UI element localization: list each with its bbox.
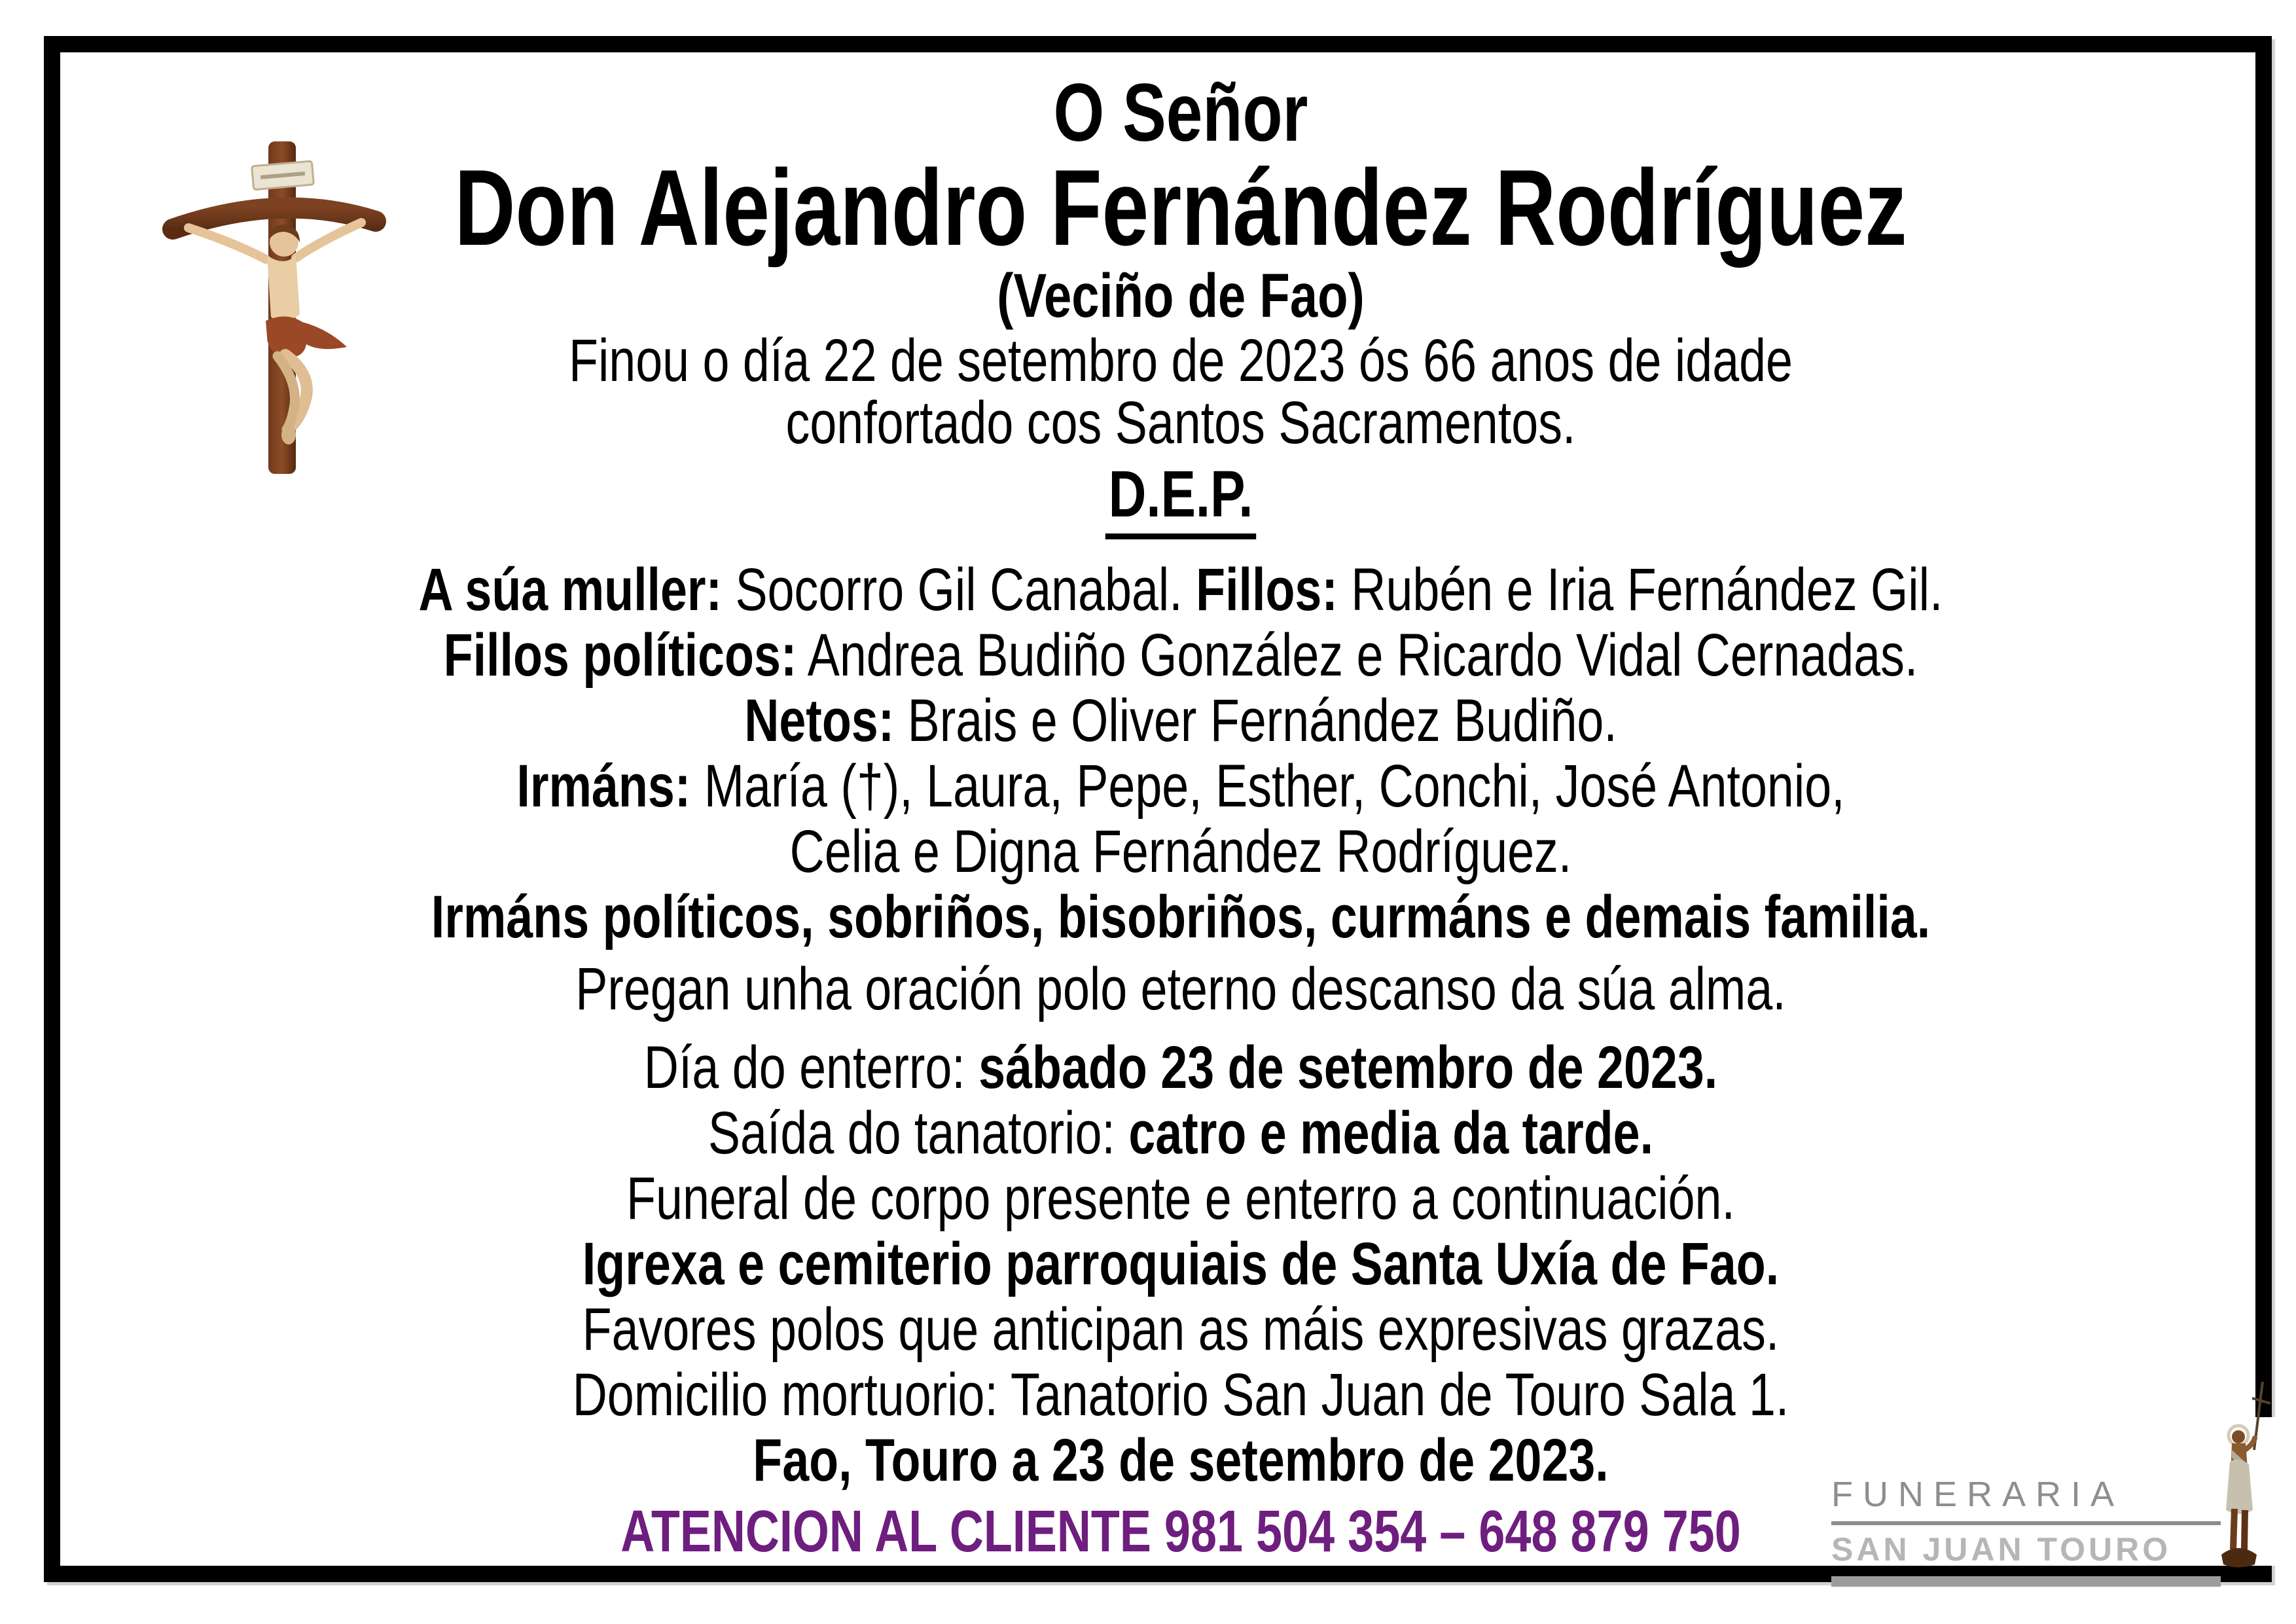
funeral-line: Funeral de corpo presente e enterro a continuación. xyxy=(626,1165,1735,1232)
family-line-siblings: Irmáns: María (†), Laura, Pepe, Esther, Conchi, José Antonio, xyxy=(516,753,1845,820)
logo-funeraria-text: FUNERARIA xyxy=(1831,1474,2221,1525)
deceased-name: Don Alejandro Fernández Rodríguez xyxy=(454,147,1907,268)
dep-heading xyxy=(341,458,2020,533)
family-line-siblings-2: Celia e Digna Fernández Rodríguez. xyxy=(789,818,1572,885)
departure-line: Saída do tanatorio: catro e media da tarde. xyxy=(708,1100,1654,1166)
customer-service-line: ATENCION AL CLIENTE 981 504 354 – 648 879 750 xyxy=(620,1499,1741,1564)
pretitle: O Señor xyxy=(1053,67,1308,158)
family-line-children-in-law: Fillos políticos: Andrea Budiño González e Ricardo Vidal Cernadas. xyxy=(443,622,1918,689)
logo-san-juan-touro-text: SAN JUAN TOURO xyxy=(1831,1531,2172,1568)
prayer-line: Pregan unha oración polo eterno descanso da súa alma. xyxy=(575,956,1786,1022)
death-line-1: Finou o día 22 de setembro de 2023 ós 66 anos de idade xyxy=(568,327,1793,394)
dep-text: D.E.P. xyxy=(1105,461,1256,539)
residence: (Veciño de Fao) xyxy=(997,261,1365,331)
burial-day-line: Día do enterro: sábado 23 de setembro de 2023. xyxy=(643,1034,1718,1101)
church-line: Igrexa e cemiterio parroquiais de Santa Uxía de Fao. xyxy=(582,1231,1780,1297)
thanks-line: Favores polos que anticipan as máis expresivas grazas. xyxy=(582,1296,1780,1363)
family-line-wife: A súa muller: Socorro Gil Canabal. Fillos: Rubén e Iria Fernández Gil. xyxy=(418,556,1943,623)
saint-statue-image xyxy=(2208,1377,2271,1569)
family-line-extended: Irmáns políticos, sobriños, bisobriños, curmáns e demais familia. xyxy=(431,884,1931,950)
family-line-grandchildren: Netos: Brais e Oliver Fernández Budiño. xyxy=(744,687,1617,754)
notice-body xyxy=(131,67,2231,1564)
logo-gray-bar xyxy=(1831,1576,2221,1587)
death-line-2: confortado cos Santos Sacramentos. xyxy=(785,389,1576,456)
mortuary-line: Domicilio mortuorio: Tanatorio San Juan de Touro Sala 1. xyxy=(572,1362,1789,1428)
funeral-home-logo xyxy=(1831,1474,2221,1587)
date-place-line: Fao, Touro a 23 de setembro de 2023. xyxy=(753,1427,1609,1494)
